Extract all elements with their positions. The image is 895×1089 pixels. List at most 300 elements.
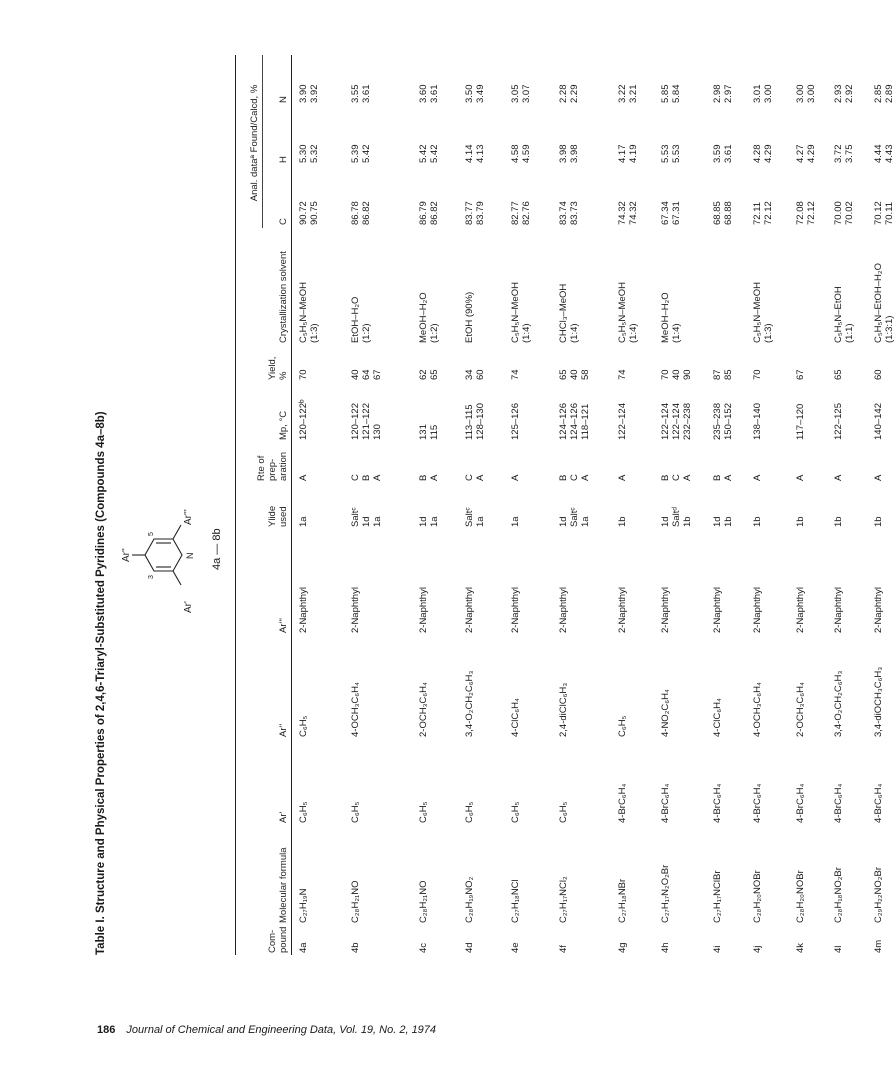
cell-mp: 122–124 bbox=[617, 403, 628, 440]
cell-route: A bbox=[510, 474, 521, 481]
column-header-route bbox=[256, 452, 289, 481]
cell-yield: 62 bbox=[418, 369, 429, 380]
cell-compound: 4b bbox=[350, 942, 361, 953]
cell-n: 5.84 bbox=[671, 84, 682, 103]
cell-ylide: Saltᵈ bbox=[671, 507, 682, 527]
cell-h: 5.42 bbox=[418, 144, 429, 163]
cell-mp: 122–124 bbox=[671, 403, 682, 440]
cell-ylide: Saltᶜ bbox=[569, 507, 580, 527]
analysis-group-header: Anal. dataª Found/Calcd, % bbox=[249, 84, 260, 202]
cell-ylide: 1b bbox=[723, 516, 734, 527]
cell-yield: 64 bbox=[361, 369, 372, 380]
cell-route: A bbox=[795, 474, 806, 481]
cell-c: 82.77 bbox=[510, 201, 521, 225]
cell-solvent: MeOH–H₂O bbox=[660, 292, 671, 343]
table-title: Table I. Structure and Physical Properties of 2,4,6-Triaryl-Substituted Pyridines (Compounds 4a–8b) bbox=[95, 411, 107, 955]
cell-c: 90.75 bbox=[309, 201, 320, 225]
cell-solvent: MeOH–H₂O bbox=[418, 292, 429, 343]
cell-ar2: 4-ClC₆H₄ bbox=[712, 698, 723, 737]
position-3-label: 3 bbox=[148, 575, 155, 579]
cell-ar3: 2-Naphthyl bbox=[464, 587, 475, 633]
cell-yield: 65 bbox=[833, 369, 844, 380]
column-header-yield bbox=[267, 357, 289, 380]
cell-formula: C₂₈H₂₀NOBr bbox=[795, 870, 806, 923]
cell-formula: C₂₇H₁₉N bbox=[298, 888, 309, 923]
cell-h: 4.58 bbox=[510, 144, 521, 163]
cell-yield: 85 bbox=[723, 369, 734, 380]
cell-yield: 90 bbox=[682, 369, 693, 380]
cell-formula: C₂₉H₂₂NO₂Br bbox=[873, 867, 884, 923]
structure-caption: 4a — 8b bbox=[211, 528, 223, 570]
cell-c: 86.82 bbox=[361, 201, 372, 225]
cell-h: 3.75 bbox=[844, 144, 855, 163]
cell-c: 82.76 bbox=[521, 201, 532, 225]
column-header-line: Ylide bbox=[267, 505, 278, 527]
cell-ylide: 1a bbox=[372, 516, 383, 527]
cell-ar2: 3,4-O₂CH₂C₆H₃ bbox=[464, 670, 475, 737]
cell-c: 74.32 bbox=[617, 201, 628, 225]
cell-yield: 65 bbox=[558, 369, 569, 380]
cell-compound: 4e bbox=[510, 942, 521, 953]
cell-c: 72.12 bbox=[763, 201, 774, 225]
cell-ylide: 1b bbox=[617, 516, 628, 527]
cell-formula: C₂₈H₂₁NO bbox=[418, 880, 429, 923]
cell-n: 3.22 bbox=[617, 84, 628, 103]
cell-route: A bbox=[617, 474, 628, 481]
cell-formula: C₂₈H₁₈NO₂Br bbox=[833, 867, 844, 923]
cell-route: B bbox=[558, 474, 569, 481]
cell-compound: 4k bbox=[795, 942, 806, 953]
column-header-c bbox=[278, 218, 289, 225]
cell-mp: 235–238 bbox=[712, 403, 723, 440]
cell-c: 72.12 bbox=[806, 201, 817, 225]
cell-mp: 138–140 bbox=[752, 403, 763, 440]
column-header-line: C bbox=[278, 218, 289, 225]
cell-n: 2.98 bbox=[712, 84, 723, 103]
cell-n: 3.01 bbox=[752, 84, 763, 103]
cell-mp: 128–130 bbox=[475, 403, 486, 440]
cell-solvent: (1:4) bbox=[671, 323, 682, 343]
cell-n: 3.61 bbox=[429, 84, 440, 103]
cell-compound: 4l bbox=[833, 945, 844, 953]
cell-route: A bbox=[752, 474, 763, 481]
cell-route: A bbox=[429, 474, 440, 481]
ar-right-label: Ar''' bbox=[183, 509, 194, 525]
page-number: 186 bbox=[97, 1024, 116, 1036]
cell-route: A bbox=[372, 474, 383, 481]
cell-ar1: C₆H₅ bbox=[418, 801, 429, 823]
cell-h: 5.53 bbox=[660, 144, 671, 163]
cell-ar3: 2-Naphthyl bbox=[617, 587, 628, 633]
cell-compound: 4i bbox=[712, 945, 723, 953]
cell-solvent: C₅H₅N–MeOH bbox=[752, 282, 763, 343]
column-header-mp bbox=[278, 411, 289, 440]
cell-c: 72.11 bbox=[752, 201, 763, 225]
cell-h: 4.29 bbox=[806, 144, 817, 163]
cell-mp: 115 bbox=[429, 424, 440, 440]
cell-route: B bbox=[660, 474, 671, 481]
cell-compound: 4h bbox=[660, 942, 671, 953]
cell-n: 3.00 bbox=[763, 84, 774, 103]
cell-n: 3.60 bbox=[418, 84, 429, 103]
column-header-line: prep- bbox=[267, 458, 278, 481]
cell-formula: C₂₇H₁₇NClBr bbox=[712, 870, 723, 923]
cell-compound: 4j bbox=[752, 945, 763, 953]
cell-ylide: 1d bbox=[712, 516, 723, 527]
cell-n: 2.92 bbox=[844, 84, 855, 103]
cell-c: 86.79 bbox=[418, 201, 429, 225]
cell-mp: 232–238 bbox=[682, 403, 693, 440]
cell-ar1: 4-BrC₆H₄ bbox=[752, 783, 763, 823]
cell-mp: 113–115 bbox=[464, 404, 475, 440]
column-header-line: Mp, °C bbox=[278, 410, 289, 440]
cell-mp: 120–122ᵇ bbox=[298, 399, 309, 440]
cell-route: A bbox=[682, 474, 693, 481]
cell-route: C bbox=[569, 474, 580, 481]
cell-ar3: 2-Naphthyl bbox=[350, 587, 361, 633]
cell-ar2: 4-OCH₃C₆H₄ bbox=[350, 682, 361, 737]
cell-ylide: 1a bbox=[580, 516, 591, 527]
cell-yield: 65 bbox=[429, 369, 440, 380]
column-header-line: Ar' bbox=[278, 811, 289, 823]
cell-h: 4.59 bbox=[521, 144, 532, 163]
cell-yield: 34 bbox=[464, 369, 475, 380]
cell-n: 3.92 bbox=[309, 84, 320, 103]
cell-solvent: (1:3) bbox=[309, 323, 320, 343]
cell-ylide: 1d bbox=[361, 516, 372, 527]
cell-compound: 4g bbox=[617, 942, 628, 953]
cell-formula: C₂₈H₁₉NO₂ bbox=[464, 876, 475, 923]
position-5-label: 5 bbox=[148, 532, 155, 536]
column-header-line: Yield, bbox=[267, 356, 278, 380]
cell-n: 3.07 bbox=[521, 84, 532, 103]
cell-compound: 4f bbox=[558, 945, 569, 953]
cell-c: 70.00 bbox=[833, 201, 844, 225]
cell-c: 72.08 bbox=[795, 201, 806, 225]
cell-c: 83.77 bbox=[464, 201, 475, 225]
cell-h: 3.98 bbox=[569, 144, 580, 163]
cell-yield: 58 bbox=[580, 369, 591, 380]
cell-ar1: 4-BrC₆H₄ bbox=[617, 783, 628, 823]
cell-compound: 4a bbox=[298, 942, 309, 953]
cell-route: A bbox=[723, 474, 734, 481]
column-header-line: used bbox=[278, 506, 289, 527]
cell-ylide: 1d bbox=[418, 516, 429, 527]
cell-formula: C₂₈H₂₁NO bbox=[350, 880, 361, 923]
cell-solvent: EtOH–H₂O bbox=[350, 296, 361, 343]
cell-ar1: C₆H₅ bbox=[558, 801, 569, 823]
cell-ar1: C₆H₅ bbox=[510, 801, 521, 823]
cell-solvent: (1:3) bbox=[763, 323, 774, 343]
cell-ar2: 4-ClC₆H₄ bbox=[510, 698, 521, 737]
cell-h: 4.27 bbox=[795, 144, 806, 163]
cell-c: 90.72 bbox=[298, 201, 309, 225]
column-header-line: Rte of bbox=[256, 455, 267, 481]
cell-solvent: (1:1) bbox=[844, 323, 855, 343]
cell-ar3: 2-Naphthyl bbox=[833, 587, 844, 633]
cell-solvent: C₅H₅N–MeOH bbox=[298, 282, 309, 343]
cell-mp: 122–124 bbox=[660, 403, 671, 440]
cell-h: 4.43 bbox=[884, 144, 895, 163]
analysis-group-rule bbox=[262, 55, 263, 228]
cell-route: A bbox=[298, 474, 309, 481]
cell-ar3: 2-Naphthyl bbox=[712, 587, 723, 633]
cell-yield: 67 bbox=[795, 369, 806, 380]
cell-ylide: 1b bbox=[682, 516, 693, 527]
page-footer bbox=[97, 1024, 436, 1036]
cell-mp: 150–152 bbox=[723, 403, 734, 440]
cell-ar2: 2,4-diClC₆H₃ bbox=[558, 682, 569, 737]
column-header-h bbox=[278, 156, 289, 163]
cell-c: 83.73 bbox=[569, 201, 580, 225]
column-header-n bbox=[278, 96, 289, 103]
cell-mp: 124–126 bbox=[569, 403, 580, 440]
cell-mp: 124–126 bbox=[558, 403, 569, 440]
cell-ar1: 4-BrC₆H₄ bbox=[712, 783, 723, 823]
cell-route: A bbox=[873, 474, 884, 481]
cell-h: 4.29 bbox=[763, 144, 774, 163]
cell-solvent: (1:2) bbox=[361, 323, 372, 343]
cell-solvent: (1:3:1) bbox=[884, 315, 895, 343]
cell-n: 2.93 bbox=[833, 84, 844, 103]
cell-ar1: 4-BrC₆H₄ bbox=[795, 783, 806, 823]
cell-h: 3.98 bbox=[558, 144, 569, 163]
cell-yield: 74 bbox=[617, 369, 628, 380]
rotated-table-page bbox=[95, 5, 895, 955]
cell-h: 4.14 bbox=[464, 144, 475, 163]
cell-route: C bbox=[464, 474, 475, 481]
cell-solvent: C₅H₅N–MeOH bbox=[510, 282, 521, 343]
cell-route: A bbox=[475, 474, 486, 481]
column-header-compound bbox=[267, 927, 289, 953]
cell-c: 70.02 bbox=[844, 201, 855, 225]
cell-h: 4.17 bbox=[617, 144, 628, 163]
cell-formula: C₂₇H₁₈NCl bbox=[510, 879, 521, 923]
cell-compound: 4c bbox=[418, 942, 429, 953]
cell-route: B bbox=[361, 474, 372, 481]
cell-c: 83.79 bbox=[475, 201, 486, 225]
cell-solvent: (1:4) bbox=[521, 323, 532, 343]
column-header-line: Molecular formula bbox=[278, 847, 289, 923]
cell-mp: 117–120 bbox=[795, 403, 806, 440]
cell-ar3: 2-Naphthyl bbox=[298, 587, 309, 633]
cell-c: 68.85 bbox=[712, 201, 723, 225]
cell-ar1: C₆H₅ bbox=[464, 801, 475, 823]
cell-ar3: 2-Naphthyl bbox=[795, 587, 806, 633]
cell-route: A bbox=[580, 474, 591, 481]
cell-c: 70.12 bbox=[873, 201, 884, 225]
cell-ar2: 4-NO₂C₆H₄ bbox=[660, 689, 671, 737]
column-header-ar3 bbox=[278, 618, 289, 633]
cell-n: 3.50 bbox=[464, 84, 475, 103]
cell-ar3: 2-Naphthyl bbox=[660, 587, 671, 633]
cell-ylide: 1a bbox=[298, 516, 309, 527]
column-header-formula bbox=[278, 848, 289, 924]
cell-route: A bbox=[833, 474, 844, 481]
cell-ar2: 3,4-O₂CH₂C₆H₃ bbox=[833, 670, 844, 737]
cell-yield: 60 bbox=[873, 369, 884, 380]
cell-mp: 121–122 bbox=[361, 403, 372, 440]
cell-c: 67.31 bbox=[671, 201, 682, 225]
column-header-line: N bbox=[278, 96, 289, 103]
cell-n: 2.29 bbox=[569, 84, 580, 103]
cell-h: 5.42 bbox=[361, 144, 372, 163]
cell-ylide: 1b bbox=[795, 516, 806, 527]
cell-route: C bbox=[671, 474, 682, 481]
cell-h: 5.39 bbox=[350, 144, 361, 163]
cell-ar2: 3,4-diOCH₃C₆H₃ bbox=[873, 666, 884, 737]
cell-formula: C₂₇H₁₈NBr bbox=[617, 878, 628, 923]
column-header-line: Com- bbox=[267, 929, 278, 953]
journal-citation: Journal of Chemical and Engineering Data, Vol. 19, No. 2, 1974 bbox=[126, 1024, 437, 1036]
cell-solvent: (1:4) bbox=[569, 323, 580, 343]
column-header-solvent bbox=[278, 251, 289, 343]
cell-c: 86.82 bbox=[429, 201, 440, 225]
cell-h: 5.32 bbox=[309, 144, 320, 163]
cell-ylide: 1b bbox=[873, 516, 884, 527]
cell-ar1: 4-BrC₆H₄ bbox=[873, 783, 884, 823]
cell-h: 3.61 bbox=[723, 144, 734, 163]
cell-ylide: 1a bbox=[475, 516, 486, 527]
cell-ar3: 2-Naphthyl bbox=[418, 587, 429, 633]
cell-yield: 70 bbox=[660, 369, 671, 380]
cell-ar2: 4-OCH₃C₆H₄ bbox=[752, 682, 763, 737]
nitrogen-label: N bbox=[185, 552, 195, 559]
cell-h: 4.44 bbox=[873, 144, 884, 163]
column-header-ylide bbox=[267, 506, 289, 527]
cell-ylide: Saltᶜ bbox=[350, 507, 361, 527]
cell-solvent: C₅H₅N–EtOH–H₂O bbox=[873, 263, 884, 343]
cell-solvent: (1:2) bbox=[429, 323, 440, 343]
cell-h: 4.13 bbox=[475, 144, 486, 163]
cell-ylide: 1d bbox=[660, 516, 671, 527]
cell-solvent: C₅H₅N–MeOH bbox=[617, 282, 628, 343]
cell-mp: 120–122 bbox=[350, 403, 361, 440]
cell-n: 3.21 bbox=[628, 84, 639, 103]
column-header-line: Ar'' bbox=[278, 723, 289, 737]
cell-yield: 70 bbox=[298, 369, 309, 380]
cell-mp: 140–142 bbox=[873, 403, 884, 440]
cell-ar1: 4-BrC₆H₄ bbox=[660, 783, 671, 823]
cell-solvent: C₅H₅N–EtOH bbox=[833, 286, 844, 343]
cell-n: 3.00 bbox=[795, 84, 806, 103]
cell-ylide: 1b bbox=[833, 516, 844, 527]
cell-c: 83.74 bbox=[558, 201, 569, 225]
cell-n: 5.85 bbox=[660, 84, 671, 103]
column-header-line: H bbox=[278, 156, 289, 163]
cell-formula: C₂₈H₂₀NOBr bbox=[752, 870, 763, 923]
cell-yield: 60 bbox=[475, 369, 486, 380]
cell-yield: 87 bbox=[712, 369, 723, 380]
cell-yield: 74 bbox=[510, 369, 521, 380]
cell-ar2: C₆H₅ bbox=[298, 715, 309, 737]
cell-formula: C₂₇H₁₇NCl₂ bbox=[558, 876, 569, 923]
column-header-line: Crystallization solvent bbox=[278, 251, 289, 343]
cell-compound: 4m bbox=[873, 939, 884, 953]
pyridine-structure bbox=[117, 465, 207, 625]
cell-n: 3.55 bbox=[350, 84, 361, 103]
cell-n: 3.49 bbox=[475, 84, 486, 103]
cell-route: C bbox=[350, 474, 361, 481]
cell-route: B bbox=[418, 474, 429, 481]
cell-n: 2.89 bbox=[884, 84, 895, 103]
cell-mp: 122–125 bbox=[833, 403, 844, 440]
column-header-line: Ar''' bbox=[278, 618, 289, 633]
cell-yield: 70 bbox=[752, 369, 763, 380]
cell-ylide: 1a bbox=[510, 516, 521, 527]
cell-ar1: 4-BrC₆H₄ bbox=[833, 783, 844, 823]
cell-ylide: 1d bbox=[558, 516, 569, 527]
cell-n: 2.97 bbox=[723, 84, 734, 103]
cell-ar3: 2-Naphthyl bbox=[873, 587, 884, 633]
cell-h: 5.53 bbox=[671, 144, 682, 163]
cell-c: 74.32 bbox=[628, 201, 639, 225]
cell-ar2: C₆H₅ bbox=[617, 715, 628, 737]
cell-h: 5.42 bbox=[429, 144, 440, 163]
cell-h: 4.19 bbox=[628, 144, 639, 163]
cell-yield: 67 bbox=[372, 369, 383, 380]
cell-route: B bbox=[712, 474, 723, 481]
cell-n: 3.05 bbox=[510, 84, 521, 103]
cell-n: 3.00 bbox=[806, 84, 817, 103]
cell-h: 3.72 bbox=[833, 144, 844, 163]
column-header-line: pound bbox=[278, 926, 289, 953]
cell-ar3: 2-Naphthyl bbox=[752, 587, 763, 633]
cell-yield: 40 bbox=[569, 369, 580, 380]
cell-n: 2.28 bbox=[558, 84, 569, 103]
cell-c: 70.11 bbox=[884, 201, 895, 225]
cell-c: 86.78 bbox=[350, 201, 361, 225]
cell-mp: 131 bbox=[418, 424, 429, 440]
cell-yield: 40 bbox=[350, 369, 361, 380]
cell-ar2: 2-OCH₃C₆H₄ bbox=[418, 682, 429, 737]
cell-solvent: CHCl₃–MeOH bbox=[558, 283, 569, 343]
cell-ylide: 1b bbox=[752, 516, 763, 527]
column-header-ar2 bbox=[278, 724, 289, 737]
cell-mp: 130 bbox=[372, 424, 383, 440]
cell-ylide: Saltᶜ bbox=[464, 507, 475, 527]
cell-yield: 40 bbox=[671, 369, 682, 380]
column-header-line: aration bbox=[278, 451, 289, 481]
cell-ylide: 1a bbox=[429, 516, 440, 527]
cell-solvent: (1:4) bbox=[628, 323, 639, 343]
cell-ar3: 2-Naphthyl bbox=[510, 587, 521, 633]
cell-ar1: C₆H₅ bbox=[298, 801, 309, 823]
column-header-ar1 bbox=[278, 812, 289, 823]
cell-h: 4.28 bbox=[752, 144, 763, 163]
cell-c: 67.34 bbox=[660, 201, 671, 225]
cell-solvent: EtOH (90%) bbox=[464, 291, 475, 343]
cell-n: 3.61 bbox=[361, 84, 372, 103]
cell-n: 2.85 bbox=[873, 84, 884, 103]
cell-h: 3.59 bbox=[712, 144, 723, 163]
cell-h: 5.30 bbox=[298, 144, 309, 163]
cell-ar1: C₆H₅ bbox=[350, 801, 361, 823]
cell-mp: 125–126 bbox=[510, 403, 521, 440]
column-header-line: % bbox=[278, 371, 289, 380]
cell-n: 3.90 bbox=[298, 84, 309, 103]
ar-left-label: Ar' bbox=[183, 601, 194, 613]
cell-mp: 118–121 bbox=[580, 403, 591, 440]
cell-ar3: 2-Naphthyl bbox=[558, 587, 569, 633]
top-rule bbox=[235, 55, 236, 955]
cell-c: 68.88 bbox=[723, 201, 734, 225]
header-rule bbox=[291, 55, 292, 955]
ar-top-label: Ar'' bbox=[121, 548, 132, 562]
cell-ar2: 2-OCH₃C₆H₄ bbox=[795, 682, 806, 737]
cell-compound: 4d bbox=[464, 942, 475, 953]
cell-formula: C₂₇H₁₇N₂O₂Br bbox=[660, 864, 671, 923]
